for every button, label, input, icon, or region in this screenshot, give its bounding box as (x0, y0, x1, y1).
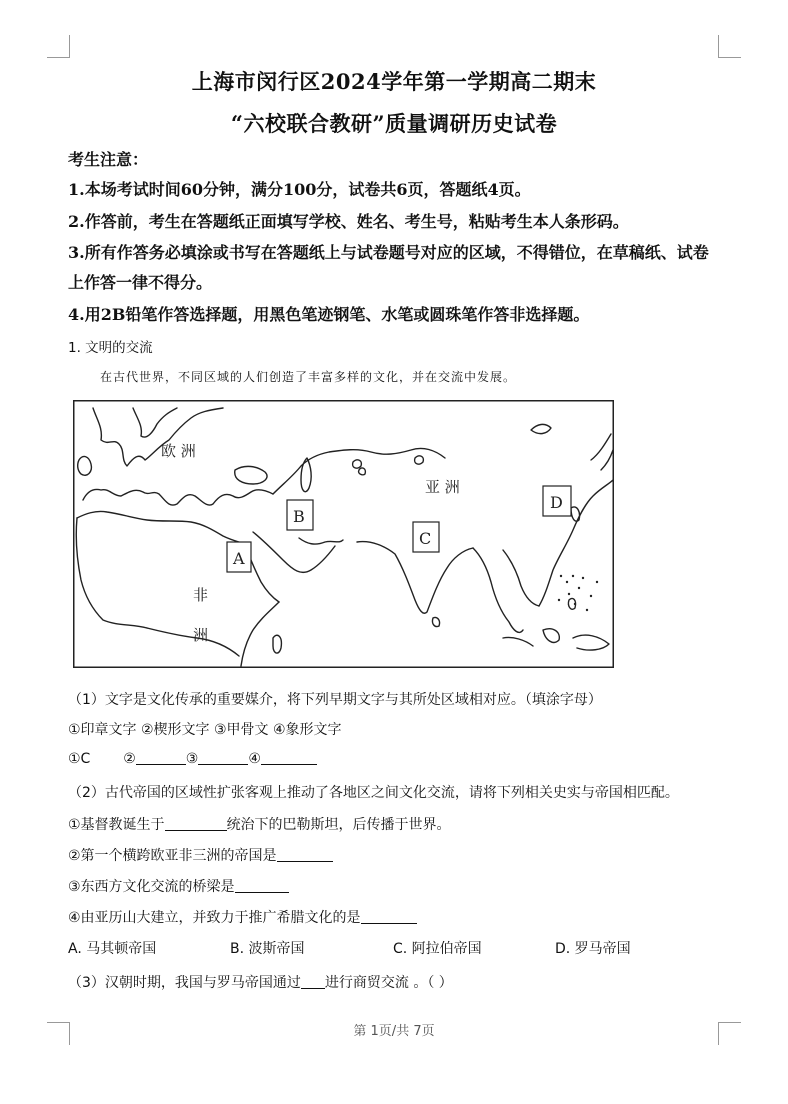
choice-a: A. 马其顿帝国 (68, 941, 157, 957)
part-2-item-2-blank[interactable] (277, 847, 333, 862)
part-2-item-4 (68, 907, 417, 927)
box-b-label: B (293, 507, 305, 526)
part-2-item-2 (68, 845, 333, 865)
part-2-item-2-text: ②第一个横跨欧亚非三洲的帝国是 (68, 848, 277, 864)
crop-mark-top-left (47, 35, 70, 58)
answer-3-label: ③ (185, 751, 199, 767)
choice-d: D. 罗马帝国 (555, 941, 631, 957)
part-2-item-3-text: ③东西方文化交流的桥梁是 (68, 879, 235, 895)
notice-item-1: 1.本场考试时间60分钟，满分100分，试卷共6页，答题纸4页。 (68, 180, 531, 199)
answer-3-blank[interactable] (198, 750, 248, 765)
part-1-prompt: （1）文字是文化传承的重要媒介，将下列早期文字与其所处区域相对应。（填涂字母） (68, 692, 602, 708)
part-2-item-1-text-after: 统治下的巴勒斯坦，后传播于世界。 (226, 817, 451, 833)
answer-1: ①C (68, 751, 91, 767)
answer-4-label: ④ (248, 751, 261, 767)
box-c-label: C (419, 529, 432, 548)
map-frame (74, 401, 614, 668)
part-2-item-1-blank[interactable] (165, 816, 227, 831)
box-a-label: A (233, 549, 245, 568)
label-europe: 欧 洲 (161, 442, 196, 460)
notice-item-2: 2.作答前，考生在答题纸正面填写学校、姓名、考生号，粘贴考生本人条形码。 (68, 212, 629, 231)
label-africa-2: 洲 (193, 626, 209, 644)
part-2-item-4-text: ④由亚历山大建立，并致力于推广希腊文化的是 (68, 910, 361, 926)
part-3-text-after: 进行商贸交流 。（ ） (324, 975, 453, 991)
notice-item-3-continued: 上作答一律不得分。 (68, 273, 213, 292)
label-africa-1: 非 (193, 586, 209, 604)
exam-title-line2: “六校联合教研”质量调研历史试卷 (230, 111, 558, 136)
part-2-item-1-text: ①基督教诞生于 (68, 817, 165, 833)
choice-c: C. 阿拉伯帝国 (393, 941, 482, 957)
crop-mark-top-right (718, 35, 741, 58)
part-2-prompt: （2）古代帝国的区域性扩张客观上推动了各地区之间文化交流，请将下列相关史实与帝国相匹配。 (68, 785, 679, 801)
part-1-options: ①印章文字 ②楔形文字 ③甲骨文 ④象形文字 (68, 722, 342, 738)
part-1-answers (68, 750, 317, 767)
notice-heading: 考生注意： (68, 150, 149, 169)
answer-4-blank[interactable] (261, 750, 317, 765)
question-1-intro: 在古代世界，不同区域的人们创造了丰富多样的文化，并在交流中发展。 (100, 370, 517, 384)
notice-item-3: 3.所有作答务必填涂或书写在答题纸上与试卷题号对应的区域，不得错位，在草稿纸、试卷 (68, 243, 709, 262)
part-3-prompt (68, 972, 453, 992)
part-3-blank[interactable] (301, 974, 325, 989)
answer-2-label: ② (123, 751, 136, 767)
label-asia: 亚 洲 (425, 478, 460, 496)
notice-item-4: 4.用2B铅笔作答选择题，用黑色笔迹钢笔、水笔或圆珠笔作答非选择题。 (68, 305, 590, 324)
world-map (73, 400, 614, 668)
question-1-heading: 1. 文明的交流 (68, 340, 153, 356)
part-2-item-3 (68, 876, 289, 896)
exam-title-line1: 上海市闵行区2024学年第一学期高二期末 (191, 69, 597, 94)
box-d-label: D (550, 493, 563, 512)
page-footer: 第 1页/共 7页 (353, 1024, 435, 1039)
choice-b: B. 波斯帝国 (230, 941, 305, 957)
answer-2-blank[interactable] (136, 750, 186, 765)
part-2-item-4-blank[interactable] (361, 909, 417, 924)
part-2-item-3-blank[interactable] (235, 878, 289, 893)
part-2-item-1 (68, 814, 451, 834)
part-3-text: （3）汉朝时期，我国与罗马帝国通过 (68, 975, 301, 991)
